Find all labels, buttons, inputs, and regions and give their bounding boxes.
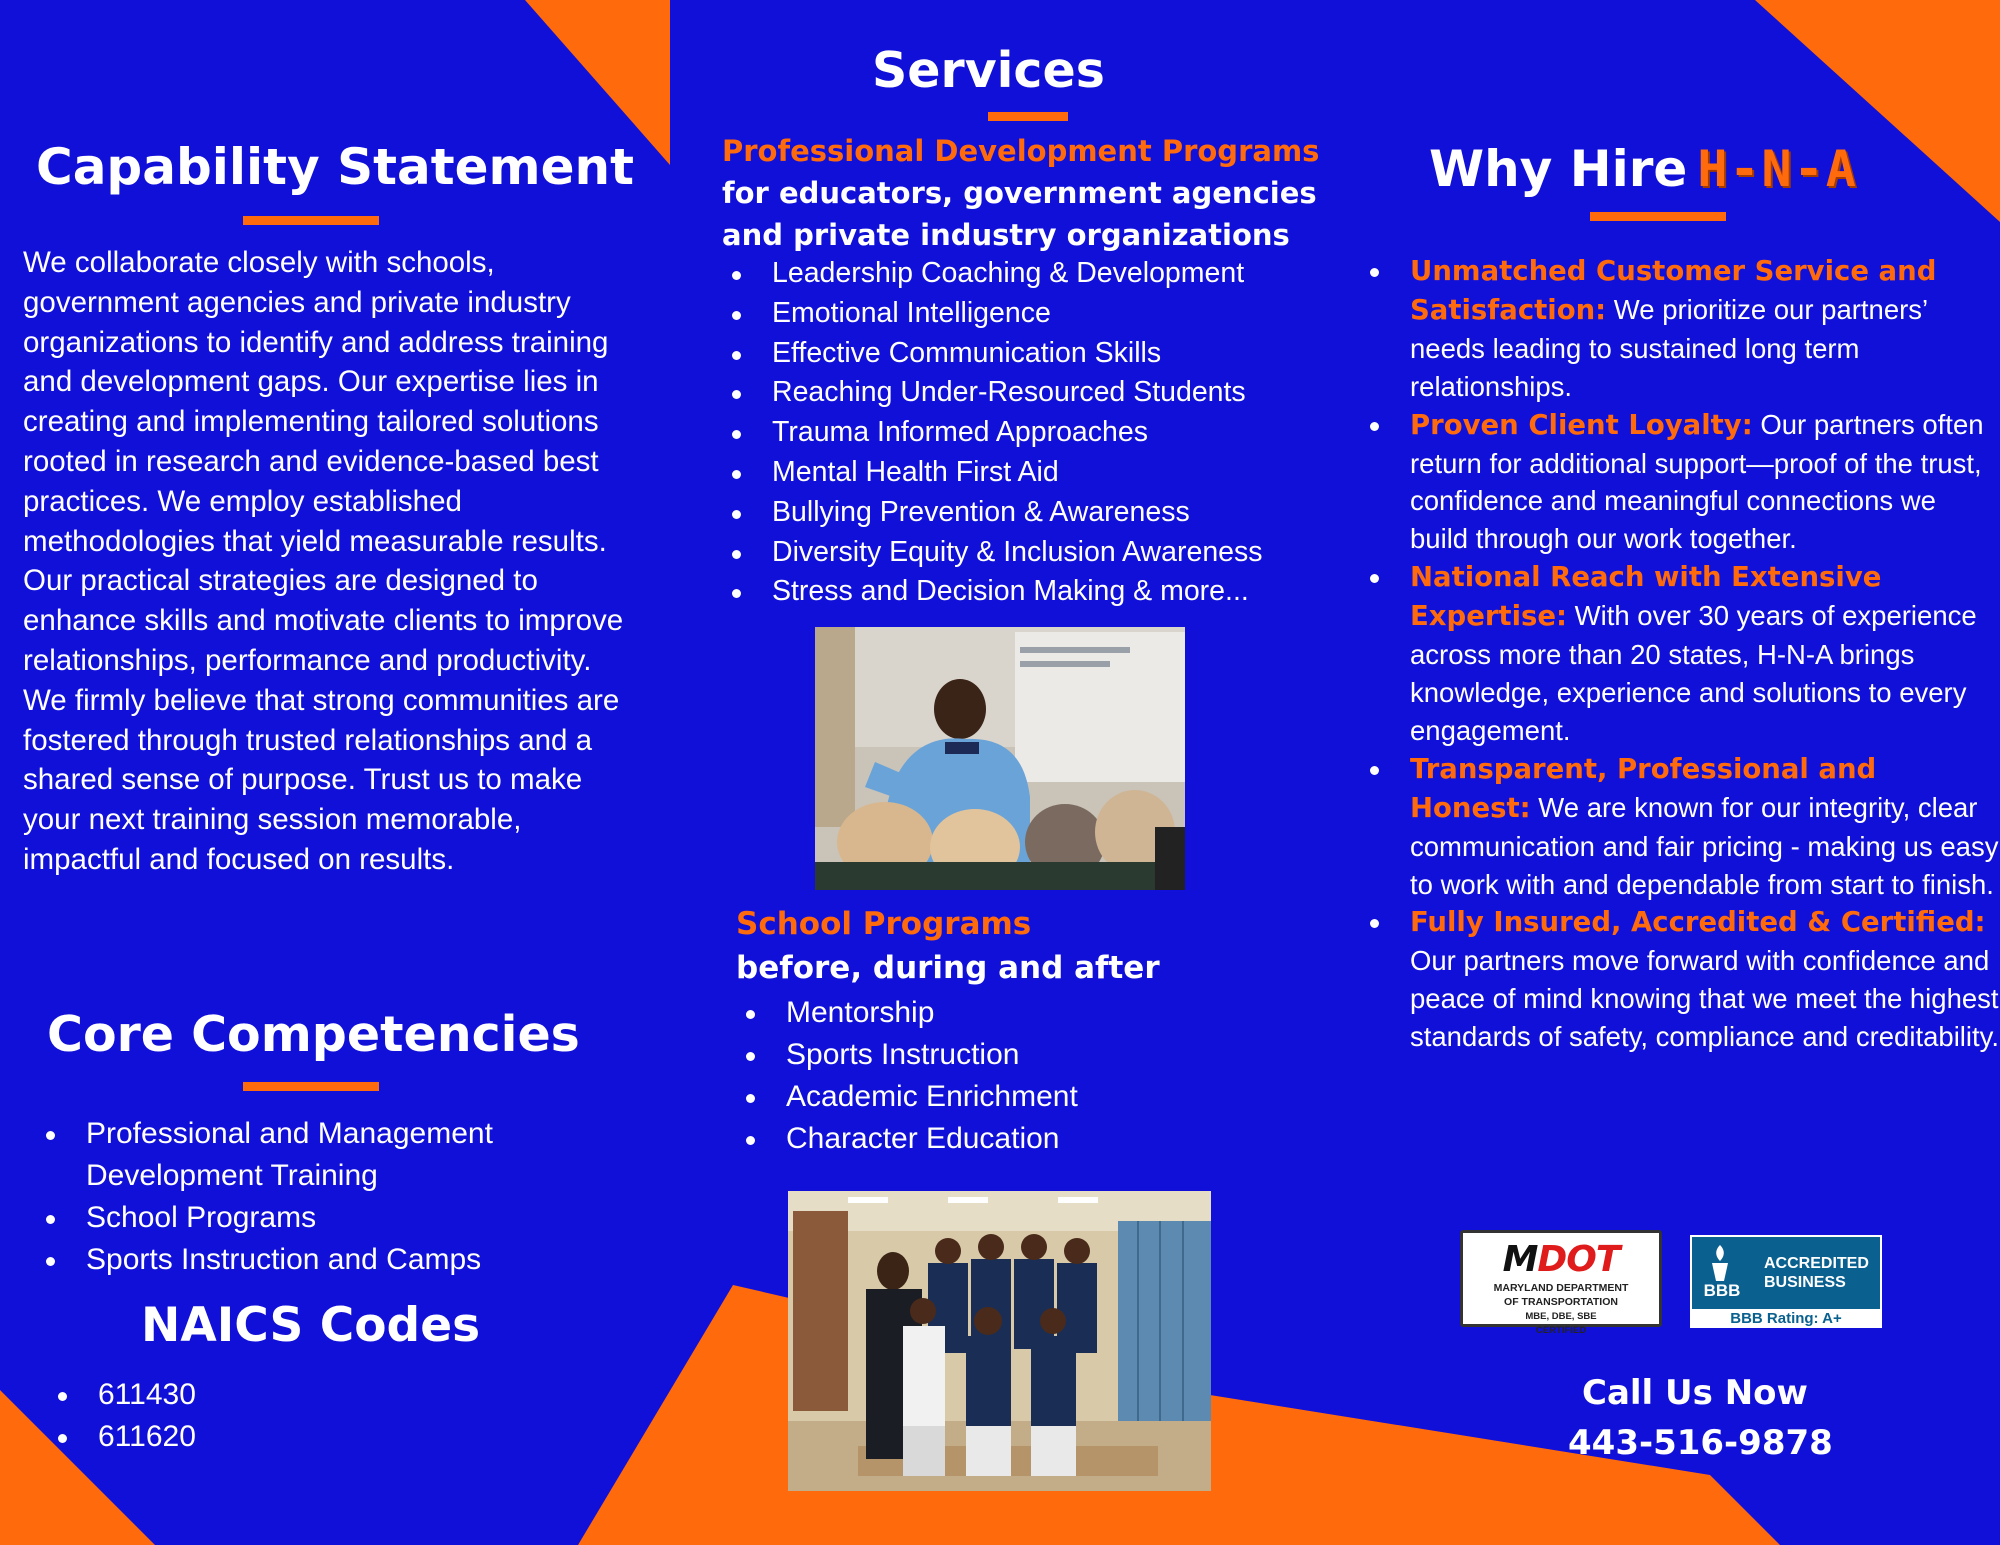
why-hire-label: Why Hire [1429, 140, 1688, 198]
school-programs-title: School Programs [736, 906, 1032, 942]
pdp-title: Professional Development Programs [722, 134, 1320, 168]
list-item: 611620 [48, 1416, 196, 1458]
bbb-mark: BBB [1703, 1281, 1741, 1300]
bbb-rating: BBB Rating: A+ [1730, 1310, 1842, 1327]
item-text: With over 30 years of experience across more than 20 states, H-N-A brings knowledge, experience and solutions to every engagement. [1410, 600, 1977, 746]
list-item: Stress and Decision Making & more... [722, 572, 1342, 612]
list-item: Reaching Under-Resourced Students [722, 373, 1342, 413]
list-item: Character Education [736, 1118, 1078, 1160]
item-lead: Fully Insured, Accredited & Certified: [1410, 906, 1986, 939]
item-lead: Unmatched Customer Service and Satisfaction: [1410, 255, 1937, 326]
list-item [1360, 558, 2000, 750]
capability-title: Capability Statement [36, 138, 635, 196]
mdot-line: CERTIFIED [1535, 1325, 1587, 1336]
core-competencies-title: Core Competencies [47, 1006, 580, 1063]
hna-logo-text: H-N-A [1697, 140, 1858, 198]
services-title: Services [872, 42, 1105, 99]
team-photo [788, 1191, 1211, 1491]
list-item [1360, 406, 2000, 559]
list-item: Professional and Management Development Training [36, 1113, 596, 1197]
phone-number[interactable]: 443-516-9878 [1568, 1423, 1833, 1463]
pdp-list [722, 254, 1342, 612]
list-item: Academic Enrichment [736, 1076, 1078, 1118]
training-photo [815, 627, 1185, 890]
naics-list [48, 1374, 196, 1458]
why-hire-list [1360, 252, 2000, 1056]
list-item: Trauma Informed Approaches [722, 413, 1342, 453]
list-item: Mentorship [736, 992, 1078, 1034]
mdot-line: MBE, DBE, SBE [1525, 1311, 1597, 1322]
mdot-certification-badge [1460, 1230, 1662, 1336]
middle-panel [670, 0, 1330, 1545]
left-panel [0, 0, 660, 1545]
item-text: We are known for our integrity, clear communication and fair pricing - making us easy to work with and dependable from start to finish. [1410, 791, 1999, 900]
list-item: Leadership Coaching & Development [722, 254, 1342, 294]
list-item [1360, 903, 2000, 1056]
right-panel [1340, 0, 2000, 1545]
mdot-line: MARYLAND DEPARTMENT [1493, 1282, 1629, 1294]
item-lead: Proven Client Loyalty: [1410, 408, 1753, 441]
list-item: Sports Instruction and Camps [36, 1239, 596, 1281]
item-text: Our partners move forward with confidence and peace of mind knowing that we meet the highest standards of safety, compliance and creditability. [1410, 945, 2000, 1053]
list-item: Emotional Intelligence [722, 294, 1342, 334]
item-lead: Transparent, Professional and Honest: [1410, 752, 1877, 824]
list-item: Effective Communication Skills [722, 334, 1342, 374]
title-underline [988, 112, 1068, 121]
bbb-accredited-text: ACCREDITED BUSINESS [1764, 1255, 1869, 1291]
core-competencies-list [36, 1113, 596, 1281]
bbb-badge-top [1692, 1237, 1880, 1309]
call-us-label: Call Us Now [1582, 1373, 1808, 1413]
item-text: We prioritize our partners’ needs leading to sustained long term relationships. [1410, 293, 1928, 402]
school-programs-list [736, 992, 1078, 1160]
list-item: Mental Health First Aid [722, 453, 1342, 493]
mdot-logo: MDOT [1502, 1239, 1620, 1280]
school-programs-subtitle: before, during and after [736, 950, 1160, 986]
title-underline [1590, 212, 1726, 221]
list-item: Bullying Prevention & Awareness [722, 493, 1342, 533]
list-item: School Programs [36, 1197, 596, 1239]
capability-body: We collaborate closely with schools, government agencies and private industry organizations to identify and address training and development gaps. Our expertise lies in creating and implementing tailored solutions rooted in research and evidence-based best practices. We employ established methodologies that yield measurable results. Our practical strategies are designed to enhance skills and motivate clients to improve relationships, performance and productivity. We firmly believe that strong communities are fostered through trusted relationships and a shared sense of purpose. Trust us to make your next training session memorable, impactful and focused on results. [23, 246, 624, 876]
list-item: Diversity Equity & Inclusion Awareness [722, 533, 1342, 573]
title-underline [243, 216, 379, 225]
bbb-torch-icon [1702, 1243, 1738, 1283]
why-hire-title [1429, 140, 1858, 198]
list-item [1360, 252, 2000, 406]
title-underline [243, 1082, 379, 1091]
list-item: 611430 [48, 1374, 196, 1416]
list-item [1360, 750, 2000, 904]
item-lead: National Reach with Extensive Expertise: [1410, 561, 1882, 633]
item-text: Our partners often return for additional support—proof of the trust, confidence and meaningful connections we build through our work together. [1410, 408, 1984, 555]
pdp-subtitle: for educators, government agencies and private industry organizations [722, 176, 1317, 252]
naics-title: NAICS Codes [141, 1298, 481, 1353]
bbb-accredited-badge [1690, 1235, 1882, 1328]
mdot-line: OF TRANSPORTATION [1504, 1296, 1618, 1308]
list-item: Sports Instruction [736, 1034, 1078, 1076]
